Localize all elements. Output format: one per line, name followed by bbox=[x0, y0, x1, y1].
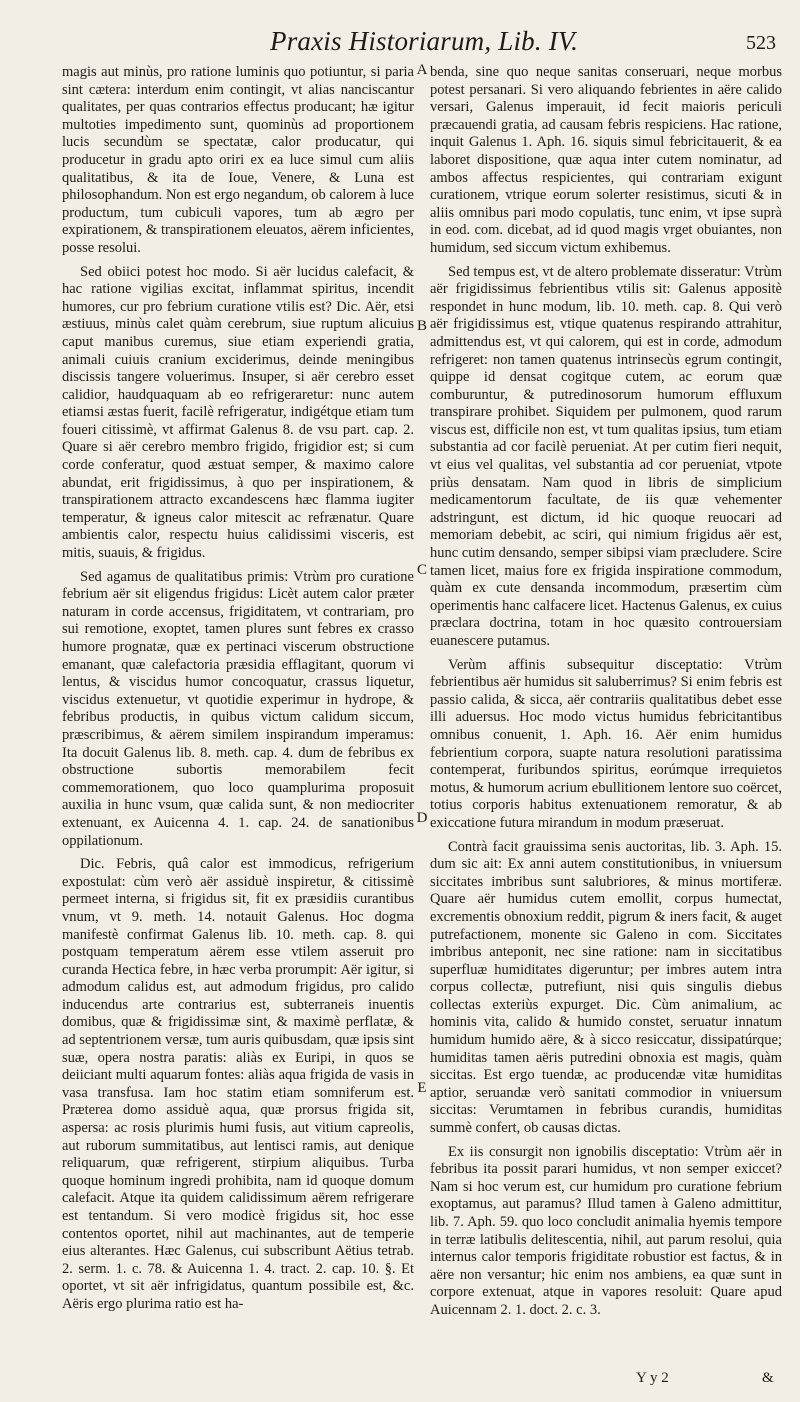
signature-mark: Y y 2 bbox=[636, 1370, 669, 1386]
page-number: 523 bbox=[746, 32, 776, 54]
margin-letter-d: D bbox=[416, 810, 428, 826]
left-paragraph-3: Sed agamus de qualitatibus primis: Vtrùm pro curatione febrium aër sit eligendus frigidus: Licèt autem calor præter naturam in corde accensus, frigiditatem, vt contrariam, pro sui remotione, exoptet, tamen plures sunt febres ex crasso humore prognatæ, quæ ex pertinaci viscerum obstructione emanant, quæ calefactoria præsidia efflagitant, quorum vi lentus, & viscidus humor concoquatur, crassus liquetur, viscidus extenuetur, vt quotidie experimur in hydrope, & febribus productis, in quibus victum calidum siccum, præscribimus, & aërem similem inspirandum imperamus: Ita docuit Galenus lib. 8. meth. cap. 4. dum de febribus ex obstructione subortis memorabilem fecit commemorationem, quo loco quamplurima proposuit auxilia in hunc vsum, quæ calida sunt, & non mediocriter extenuant, ex Auicenna 4. 1. cap. 24. de sanationibus oppilationum. bbox=[62, 568, 414, 849]
left-paragraph-1: magis aut minùs, pro ratione luminis quo potiuntur, si paria sint cætera: interdum enim contingit, vt alias nanciscantur qualitates, per quas contrarios effectus producant; hæ igitur multoties impedimento sunt, quominùs ad proportionem lucis secundùm se spectatæ, calor producatur, qui producetur in gradu apto oriri ex ea luce simul cum aliis qualitatibus, & ita de Ioue, Venere, & Luna est philosophandum. Non est ergo negandum, ob calorem à luce productum, tum cubiculi vapores, tum ab ægro per expirationem, & transpirationem eleuatos, aërem inficientes, posse resolui. bbox=[62, 64, 414, 256]
left-paragraph-2: Sed obiici potest hoc modo. Si aër lucidus calefacit, & hac ratione vigilias excitat, inflammat spiritus, incendit humores, cur pro febrium curatione vtilis est? Dic. Aër, etsi æstiuus, minùs calet quàm cerebrum, siue ruptum alicuius caput manibus curemus, siue etiam experiendi gratia, animali cuiuis cranium exciderimus, deinde meningibus discissis tangere voluerimus. Insuper, si aër cerebro esset calidior, haudquaquam ab eo refrigeraretur: nunc autem etiamsi æstas fuerit, facilè refrigeratur, indigétque etiam tum foueri citissimè, vt affirmat Galenus 8. de vsu part. cap. 2. Quare si aër cerebro membro frigido, frigidior est; si cum corde conferatur, quod æstuat semper, & maximo calore abundat, erit frigidissimus, à quo per inspirationem, & transpirationem attracto excandescens hæc flamma iugiter temperatur, & igneus calor mitescit ac refrænatur. Quare ambientis calor, respectu huius calidissimi visceris, est mitis, suauis, & frigidus. bbox=[62, 263, 414, 562]
margin-letter-e: E bbox=[417, 1080, 427, 1096]
right-paragraph-4: Contrà facit grauissima senis auctoritas, lib. 3. Aph. 15. dum sic ait: Ex anni autem constitutionibus, in vniuersum siccitates imbribus sunt salubriores, & minus mortiferæ. Quare aër humidus cutem emollit, corpus humectat, excrementis obnoxium reddit, pigrum & iners facit, & auget putrefactionem, monente sic Galeno in com. Siccitates imbribus anteponit, nec sine ratione: nam in siccitatibus superfluæ humiditates digeruntur; per imbres autem intra corpus collectæ, putrefiunt, nisi quis singulis diebus collectas exteriùs expurget. Dic. Cùm animalium, ac hominis vita, calido & humido constet, seruatur innatum humidum humido aëre, & à sicco resiccatur, dissipatúrque; humiditas tamen aëris putredini obnoxia est magis, quàm siccitas. Est ergo tuendæ, ac producendæ vitæ humiditas aptior, seruandæ verò sanitati commodior in vniuersum siccitas: Verumtamen in febribus curandis, humiditas summè confert, ob causas dictas. bbox=[430, 838, 782, 1137]
catchword: & bbox=[762, 1370, 774, 1386]
margin-letter-b: B bbox=[416, 318, 427, 334]
right-column bbox=[430, 64, 782, 1364]
margin-letter-a: A bbox=[416, 62, 428, 78]
left-paragraph-4: Dic. Febris, quâ calor est immodicus, refrigerium expostulat: cùm verò aër assiduè inspiretur, & citissimè permeet interna, si frigidus sit, fit ex præsidiis curantibus vnum, vt 9. meth. 14. notauit Galenus. Hoc dogma manifestè confirmat Galenus lib. 10. meth. cap. 8. qui postquam temperatum aërem esse vtilem asseruit pro curanda Hectica febre, in hæc verba prorumpit: Aër igitur, si admodum calidus est, aut admodum frigidus, pro calido inducendus arte contrarius est, subterraneis inuentis domibus, quæ & frigidissimæ sint, & maximè perflatæ, & ad septentrionem versæ, tum auris quibusdam, quæ ipsis sint suæ, opera nostra paratis: aliàs ex Euripi, in quos se deiiciant multi aquarum fontes: aliàs aqua frigida de vasis in vasa transfusa. Iam hoc statim etiam somniferum est. Præterea domo assiduè aqua, quæ prorsus frigida sit, aspersa: ac rosis plurimis humi fusis, aut vitium capreolis, aut ruborum summitatibus, aut lentisci ramis, aut denique reliquarum, quæ refrigerent, stirpium aliquibus. Turba quoque hominum ingredi prohibita, nam id quoque domum calefacit. Atque ita quidem calidissimum aërem refrigerare est tentandum. Si vero modicè frigidus sit, hoc esse contentos oportet, nihil aut machinantes, aut de temperie eius alterantes. Hæc Galenus, cui subscribunt Aëtius tetrab. 2. serm. 1. c. 78. & Auicenna 1. 4. tract. 2. cap. 10. §. Et oportet, vt sit aër infrigidatus, quantum possibile est, &c. Aëris ergo plurima ratio est ha- bbox=[62, 856, 414, 1312]
right-paragraph-5: Ex iis consurgit non ignobilis disceptatio: Vtrùm aër in febribus ita possit parari humidus, vt non semper exiccet? Nam si hoc verum est, cur humidum pro curatione febrium exoptamus, aut paramus? Illud tamen à Galeno admittitur, lib. 7. Aph. 59. quo loco concludit animalia hyemis tempore in terræ latibulis delitescentia, nihil, aut parum resolui, quia internus calor temporis frigiditate robustior est factus, & in aëre non versantur; hic enim nos ambiens, ea quæ sunt in corpore extenuat, atque in vapores resoluit: Quare apud Auicennam 2. 1. doct. 2. c. 3. bbox=[430, 1143, 782, 1318]
margin-letter-c: C bbox=[416, 562, 427, 578]
right-paragraph-1: benda, sine quo neque sanitas conseruari, neque morbus potest persanari. Si vero aliquando febrientes in aëre calido versari, Galenus imperauit, id fecit maioris periculi præcauendi gratia, ad causam febris respiciens. Hac ratione, inquit Galenus 1. Aph. 16. siquis simul febricitauerit, & ea laboret dispositione, quæ aqua inter cutem nominatur, ad ambos affectus respicientes, qui contrariam exigunt curationem, vtrique eorum solerter resistimus, sicuti & in aliis omnibus pari modo copulatis, tunc enim, vt ipse suprà in eod. com. dicebat, ad id quod magis vrget obuiantes, non humidum, sed siccum victum exhibemus. bbox=[430, 64, 782, 256]
left-column bbox=[62, 64, 414, 1364]
right-paragraph-3: Verùm affinis subsequitur disceptatio: Vtrùm febrientibus aër humidus sit saluberrimus? Si enim febris est passio calida, & sicca, aër contrariis qualitatibus debet esse illi aduersus. Hoc modo victus humidus febricitantibus omnibus conuenit, 1. Aph. 16. Aër enim humidus febrientium corpora, suapte natura resolutioni paratissima contemperat, furibundos spiritus, eorúmque irrequietos motus, & humorum acrium ebullitionem lentore suo coërcet, totius corporis habitus extenuationem remoratur, & ab exiccatione futura mirandum in modum præseruat. bbox=[430, 656, 782, 831]
running-title: Praxis Historiarum, Lib. IV. bbox=[270, 26, 579, 56]
right-paragraph-2: Sed tempus est, vt de altero problemate disseratur: Vtrùm aër frigidissimus febrientibus vtilis sit: Galenus appositè respondet in hunc modum, lib. 10. meth. cap. 8. Qui verò aër frigidissimus est, vtique quatenus respirando attrahitur, admittendus est, vt qui calorem, qui est in corde, admodum refrigeret: non tamen quatenus intrinsecùs egrum contingit, quippe id densat cogitque cutem, ac eorum quæ comburuntur, & putredinosorum humorum effluxum transpirare prohibet. Siquidem per pulmonem, quod rarum viscus est, difficile non est, vt tum qualitas ipsius, tum etiam substantia ad cor facilè perueniat. At per cutim fieri nequit, vt eius vel qualitas, vel substantia ad cor perueniat, vtpote priùs densatam. Nam quod in libris de simplicium medicamentorum facultate, de iis quæ vehementer adstringunt, est dictum, id hic quoque reuocari ad memoriam debebit, ac sciri, qui nimium frigidus aër est, hunc cutim densando, semper sibipsi viam præcludere. Scire tamen licet, maius fore ex frigida inspiratione commodum, quàm ex cute densanda incommodum, præsertim cùm operimentis hanc calfacere licet. Hactenus Galenus, ex cuius præclara doctrina, totam in hoc quæsito controuersiam euanescere putamus. bbox=[430, 263, 782, 649]
running-head bbox=[0, 22, 800, 66]
